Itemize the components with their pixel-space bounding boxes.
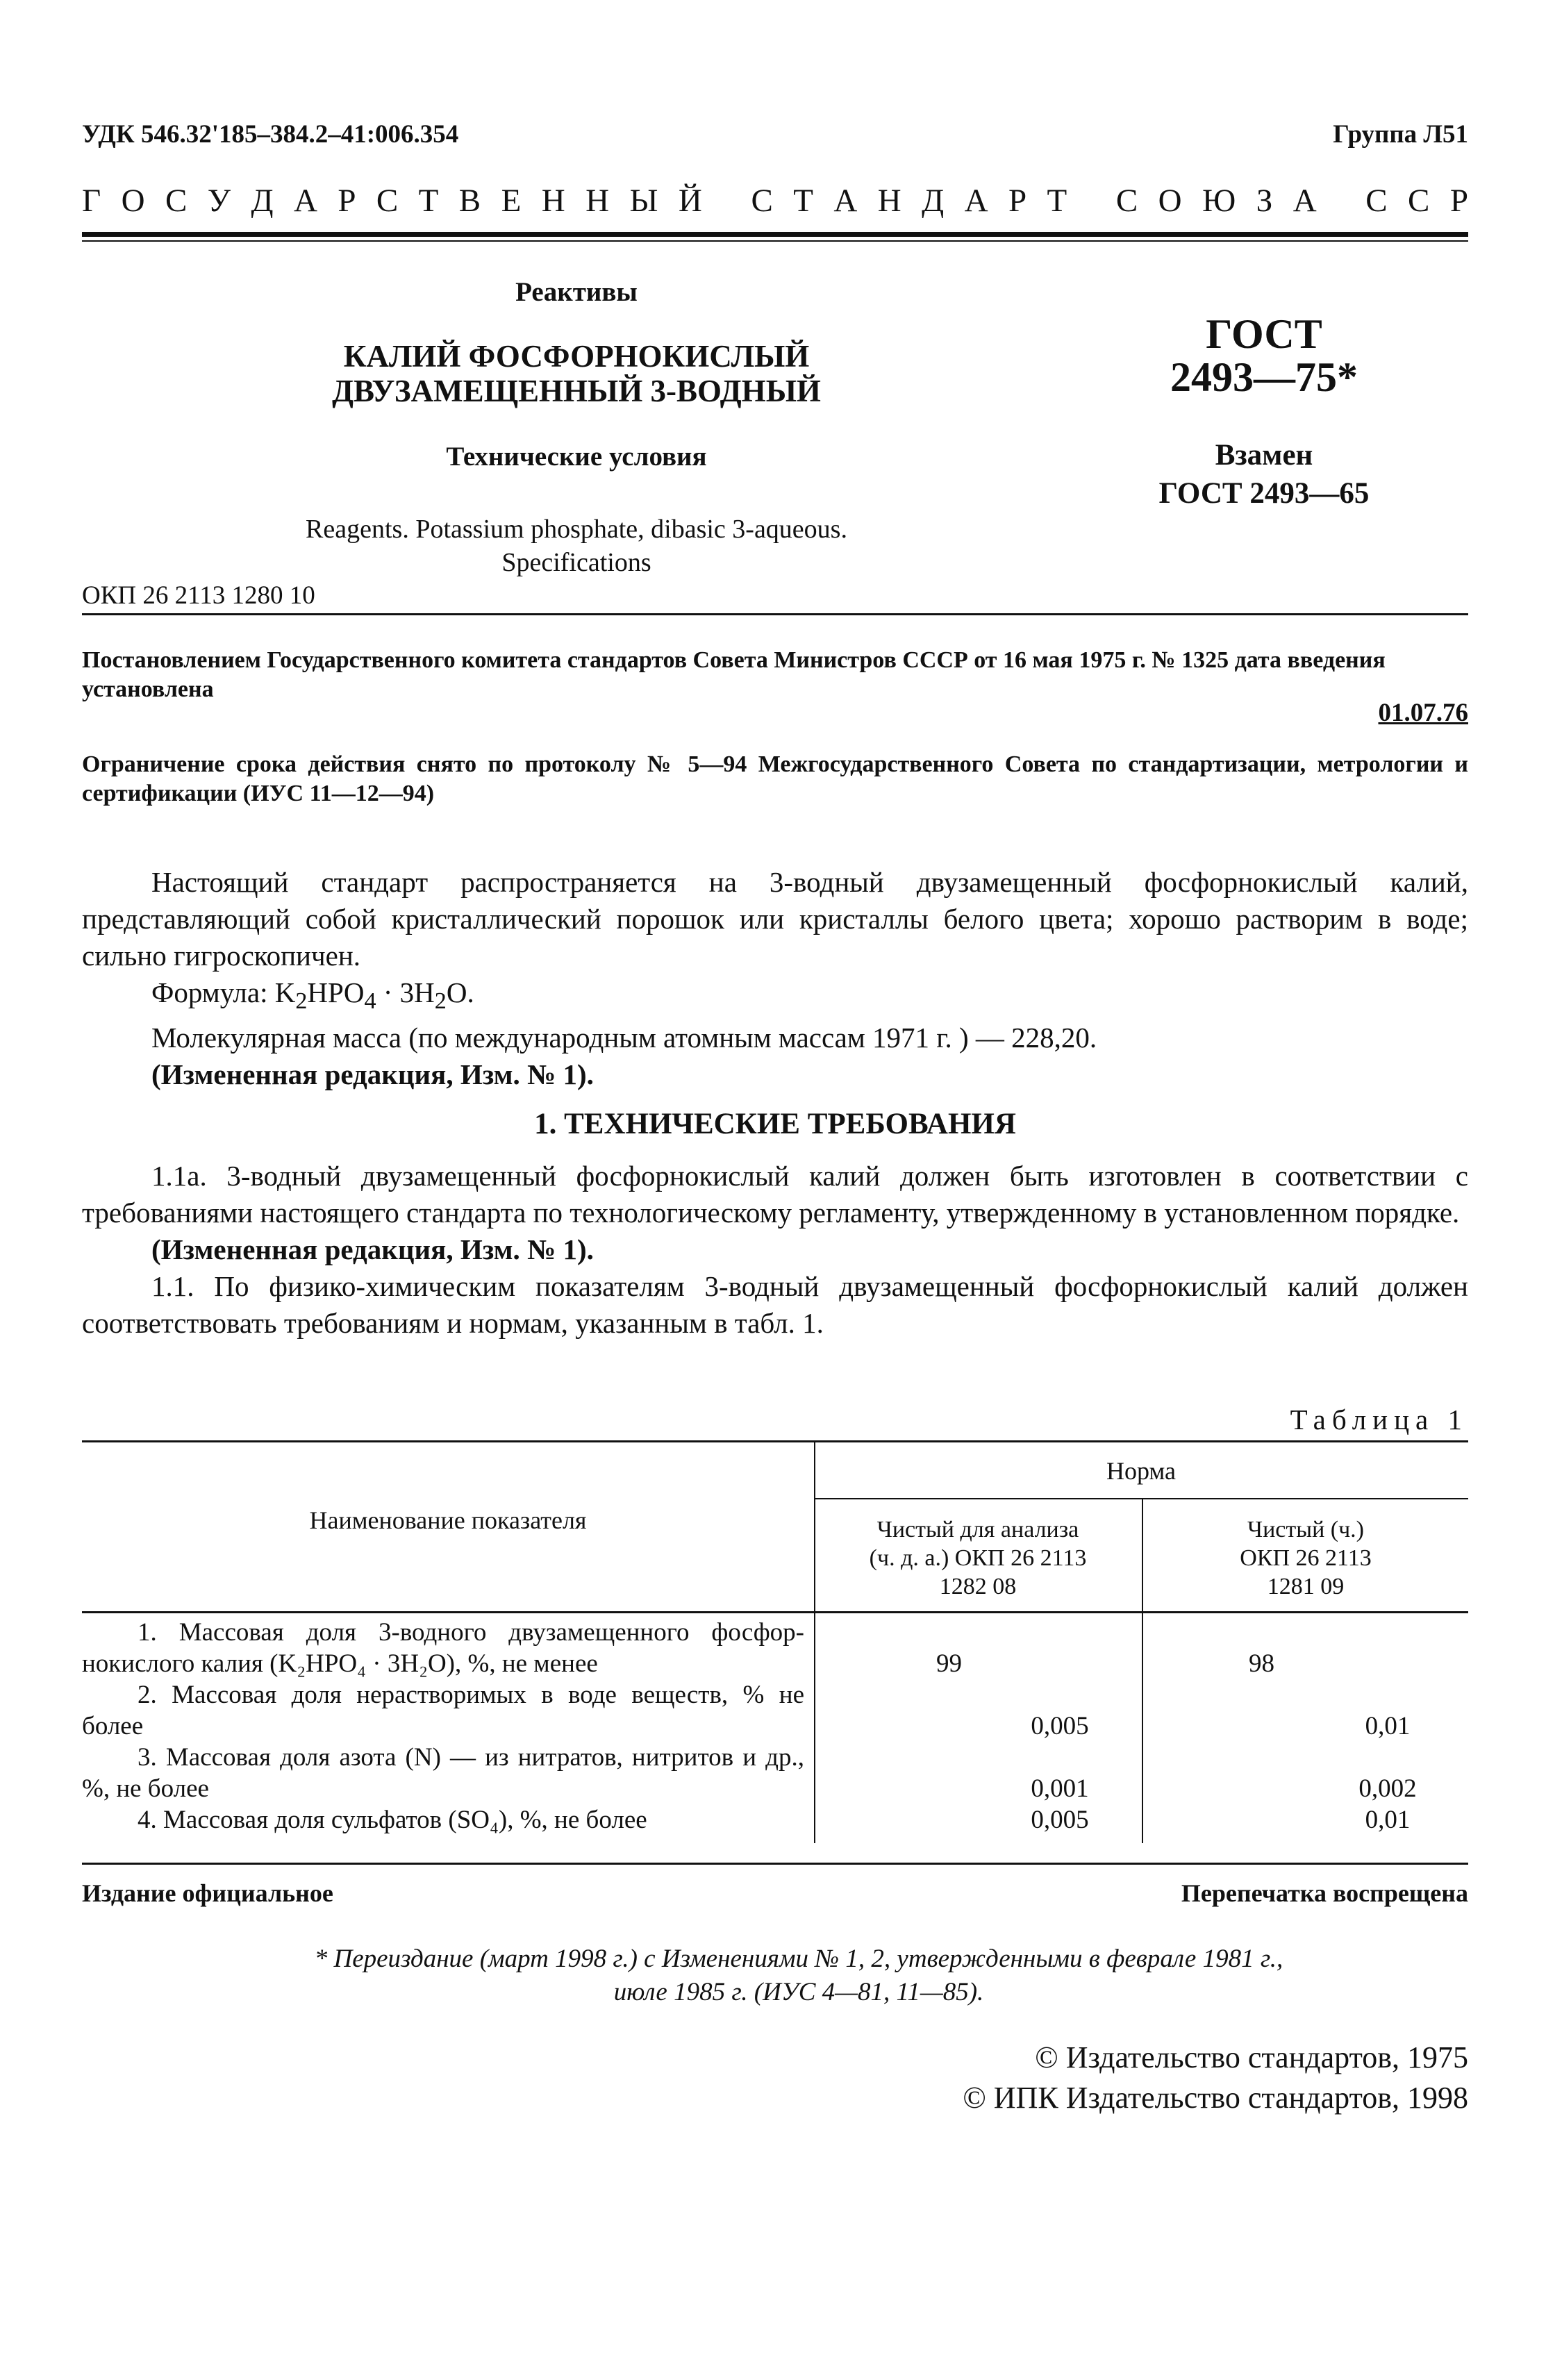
table-row: [82, 1742, 1468, 1804]
gost-code: 2493—75*: [1170, 354, 1358, 400]
standard-name-letter: Д: [251, 183, 274, 219]
standard-name: [82, 182, 1468, 219]
standard-name-letter: Ю: [1202, 183, 1236, 219]
document-title: [306, 339, 847, 408]
row-name: [82, 1742, 804, 1804]
standard-name-letter: Ы: [629, 183, 658, 219]
table-header-rule: [82, 1611, 1468, 1613]
formula-o: O.: [446, 976, 474, 1008]
standard-name-letter: О: [121, 183, 145, 219]
formula-hpo-sub: 4: [364, 988, 376, 1015]
group-code: Группа Л51: [1333, 120, 1468, 149]
standard-name-letter: Н: [877, 183, 901, 219]
table-row: [82, 1804, 1468, 1839]
standard-name-letter: Т: [793, 183, 813, 219]
standard-name-letter: З: [1256, 183, 1273, 219]
table-norm-rule: [814, 1498, 1468, 1499]
section-heading: 1. ТЕХНИЧЕСКИЕ ТРЕБОВАНИЯ: [534, 1108, 1016, 1140]
standard-name-letter: Е: [501, 183, 522, 219]
reissue-line-1: * Переиздание (март 1998 г.) с Изменениями № 1, 2, утвержденными в феврале 1981 г.,: [314, 1945, 1283, 1973]
formula-k-sub: 2: [295, 988, 308, 1015]
introduction-date: 01.07.76: [1378, 699, 1468, 727]
row-value-a: 0,001: [1031, 1774, 1089, 1803]
row-name: [82, 1679, 804, 1742]
row-name-line-b: не более: [82, 1681, 805, 1740]
col-b-line-1: Чистый (ч.): [1247, 1517, 1365, 1542]
standard-name-letter: С: [376, 183, 399, 219]
reagents-label: Реактивы: [515, 277, 638, 307]
english-title-line-2: Specifications: [501, 548, 651, 577]
standard-name-letter: С: [1408, 183, 1430, 219]
clause-1-1: 1.1. По физико-химическим показателям 3-водный двузамещенный фосфорнокислый калий должен соответствовать требованиям и нормам, указанным в табл. 1.: [82, 1270, 1468, 1339]
copyright-block: [963, 2038, 1468, 2118]
formula-hpo: HPO: [307, 976, 365, 1008]
standard-name-letter: [722, 182, 731, 219]
document-subtitle: Технические условия: [446, 442, 707, 472]
replaces-block: [1125, 436, 1403, 513]
formula-h-sub: 2: [434, 988, 447, 1015]
clause-1-1a: 1.1а. 3-водный двузамещенный фосфорнокислый калий должен быть изготовлен в соответствии с требованиями настоящего стандарта по технологическому регламенту, утвержденному в установленном порядке.: [82, 1160, 1468, 1229]
row-value-b: 0,01: [1365, 1712, 1411, 1740]
table-row: [82, 1617, 1468, 1679]
limitation-note: Ограничение срока действия снято по протоколу № 5—94 Межгосударственного Совета по стандартизации, метрологии и сертификации (ИУС 11—12—94): [82, 751, 1468, 806]
row-value-b: 0,002: [1358, 1774, 1417, 1803]
standard-name-letter: Т: [1047, 183, 1067, 219]
standard-name-letter: Д: [922, 183, 945, 219]
standard-name-letter: Р: [1449, 183, 1468, 219]
intro-amendment: (Измененная редакция, Изм. № 1).: [151, 1058, 594, 1091]
row-name-line-a: 1. Массовая доля 3-водного двузамещенного фосфор-: [138, 1618, 804, 1647]
col-a-line-2: (ч. д. а.) ОКП 26 2113: [869, 1545, 1087, 1571]
standard-name-letter: С: [165, 183, 188, 219]
formula-label: Формула:: [151, 976, 275, 1008]
standard-name-letter: Г: [82, 183, 101, 219]
intro-section: [82, 864, 1468, 1093]
section-1-body: [82, 1158, 1468, 1342]
standard-name-letter: О: [1158, 183, 1182, 219]
row-name: [138, 1804, 818, 1836]
row-value-b: 98: [1249, 1649, 1274, 1678]
formula-mid: · 3H: [376, 976, 435, 1008]
udc-code: УДК 546.32'185–384.2–41:006.354: [82, 120, 459, 149]
clause-amendment: (Измененная редакция, Изм. № 1).: [151, 1233, 594, 1265]
row-value-a: 99: [936, 1649, 962, 1678]
reissue-line-2: июле 1985 г. (ИУС 4—81, 11—85).: [613, 1978, 984, 2006]
replaces-gost: ГОСТ 2493—65: [1158, 477, 1370, 510]
standard-name-letter: В: [458, 183, 481, 219]
intro-paragraph: Настоящий стандарт распространяется на 3-водный двузамещенный фосфорнокислый калий, представляющий собой кристаллический порошок или кристаллы белого цвета; хорошо растворим в воде; сильно гигроскопичен.: [82, 866, 1468, 972]
copyright-1998: © ИПК Издательство стандартов, 1998: [963, 2081, 1468, 2115]
header-rule-thick: [82, 232, 1468, 237]
english-title: [264, 513, 889, 579]
standard-name-letter: А: [964, 183, 988, 219]
english-title-line-1: Reagents. Potassium phosphate, dibasic 3-aqueous.: [306, 515, 847, 544]
table-header-norm: Норма: [1106, 1457, 1176, 1485]
title-rule: [82, 613, 1468, 615]
row-name-line-a: 4. Массовая доля сульфатов (SO₄), %, не более: [138, 1806, 647, 1834]
table-header-col-a: [814, 1515, 1142, 1601]
formula-k: K: [274, 976, 296, 1008]
title-line-1: КАЛИЙ ФОСФОРНОКИСЛЫЙ: [343, 339, 810, 374]
table-top-rule: [82, 1440, 1468, 1442]
standard-name-letter: Н: [541, 183, 565, 219]
reissue-note: [208, 1942, 1389, 2009]
row-name: [82, 1617, 804, 1679]
header-rule-thin: [82, 240, 1468, 242]
table-row: [82, 1679, 1468, 1742]
row-value-a: 0,005: [1031, 1712, 1089, 1740]
decree-text: Постановлением Государственного комитета стандартов Совета Министров СССР от 16 мая 1975 г. № 1325 дата введения установлена: [82, 647, 1386, 702]
row-name-line-b: и др., %, не более: [82, 1743, 804, 1803]
table-header-name: Наименование показателя: [309, 1506, 587, 1534]
gost-number: [1125, 313, 1403, 399]
reprint-prohibited: Перепечатка воспрещена: [1181, 1879, 1468, 1907]
row-name-line-a: 3. Массовая доля азота (N) — из нитратов, нитритов: [138, 1743, 734, 1772]
footer-rule: [82, 1863, 1468, 1865]
replaces-label: Взамен: [1215, 439, 1313, 472]
standard-name-letter: Й: [678, 183, 702, 219]
standard-name-letter: У: [207, 183, 231, 219]
standard-name-letter: Н: [585, 183, 610, 219]
row-name-line-b: нокислого калия (K₂HPO₄ · 3H₂O), %, не менее: [82, 1649, 598, 1678]
standard-name-letter: С: [1115, 183, 1138, 219]
row-value-a: 0,005: [1031, 1806, 1089, 1834]
standard-name-letter: Р: [338, 183, 356, 219]
official-edition: Издание официальное: [82, 1879, 333, 1907]
standard-name-letter: А: [293, 183, 317, 219]
title-line-2: ДВУЗАМЕЩЕННЫЙ 3-ВОДНЫЙ: [332, 374, 821, 408]
row-name-line-a: 2. Массовая доля нерастворимых в воде веществ, %: [138, 1681, 765, 1709]
standard-name-letter: Р: [1008, 183, 1027, 219]
col-b-line-2: ОКП 26 2113: [1240, 1545, 1372, 1571]
table-header-col-b: [1143, 1515, 1468, 1601]
standard-name-letter: С: [751, 183, 773, 219]
standard-name-letter: А: [833, 183, 858, 219]
table-label: Таблица 1: [1290, 1404, 1468, 1436]
gost-label: ГОСТ: [1206, 311, 1322, 357]
formula: [82, 974, 1468, 1020]
standard-name-letter: Т: [418, 183, 439, 219]
col-a-line-1: Чистый для анализа: [876, 1517, 1079, 1542]
standard-name-letter: [1088, 182, 1096, 219]
standard-name-letter: А: [1293, 183, 1317, 219]
col-b-line-3: 1281 09: [1267, 1574, 1345, 1599]
standard-name-letter: [1337, 182, 1345, 219]
copyright-1975: © Издательство стандартов, 1975: [1035, 2040, 1468, 2074]
standard-name-letter: С: [1365, 183, 1388, 219]
col-a-line-3: 1282 08: [939, 1574, 1017, 1599]
molar-mass: Молекулярная масса (по международным атомным массам 1971 г. ) — 228,20.: [151, 1022, 1097, 1054]
okp-code: ОКП 26 2113 1280 10: [82, 581, 315, 610]
row-value-b: 0,01: [1365, 1806, 1411, 1834]
